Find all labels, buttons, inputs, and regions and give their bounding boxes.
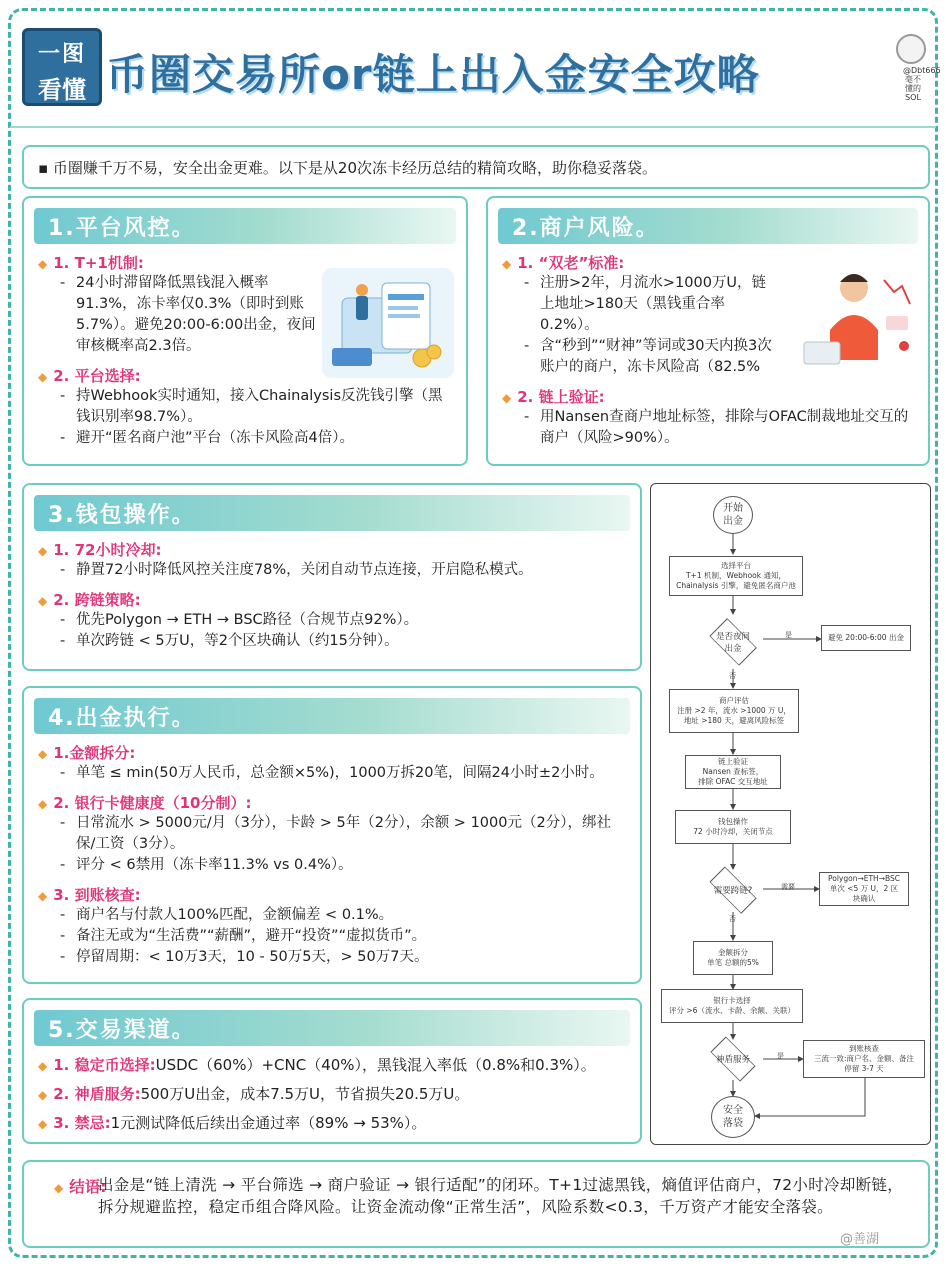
list-item: - 注册>2年，月流水>1000万U，链上地址>180天（黑钱重合率0.2%）。 — [524, 273, 780, 336]
channel-item: ◆ 1. 稳定币选择:USDC（60%）+CNC（40%），黑钱混入率低（0.8%和0.3%）。 — [38, 1056, 596, 1074]
list-item: - 单笔 ≤ min(50万人民币，总金额×5%)，1000万拆20笔，间隔24小时±2小时。 — [60, 763, 628, 784]
list-item: - 日常流水 > 5000元/月（3分），卡龄 > 5年（2分），余额 > 1000元（2分），绑社保/工资（3分）。 — [60, 813, 628, 855]
diamond-icon: ◆ — [502, 391, 512, 405]
flow-amount-split: 金额拆分 单笔 总额的5% — [693, 941, 773, 975]
section-platform-risk — [22, 196, 468, 466]
flow-start: 开始 出金 — [713, 496, 753, 534]
diamond-icon: ◆ — [38, 747, 48, 761]
diamond-icon: ◆ — [38, 370, 48, 384]
flow-label-yes: 是 — [785, 631, 792, 639]
diamond-icon: ◆ — [38, 594, 48, 608]
subheading: ◆ 1. T+1机制: — [38, 254, 144, 272]
conclusion-label: ◆ 结语: — [54, 1178, 107, 1196]
logo-line2: 看懂 — [38, 76, 86, 104]
conclusion-box — [22, 1160, 930, 1248]
flow-decision-crosschain: 需要跨链? — [701, 868, 765, 912]
section-title: 5.交易渠道。 — [34, 1010, 630, 1046]
subheading: ◆ 3. 到账核查: — [38, 886, 141, 904]
section-title: 2.商户风险。 — [498, 208, 918, 244]
logo-line1: 一图 — [37, 42, 86, 67]
flow-avoid-night: 避免 20:00-6:00 出金 — [821, 625, 911, 651]
diamond-icon: ◆ — [502, 257, 512, 271]
flow-label-no: 否 — [729, 915, 736, 923]
flowchart — [650, 483, 931, 1145]
list-item: - 停留周期：< 10万3天，10 - 50万5天，> 50万7天。 — [60, 947, 628, 968]
page-title: 币圈交易所or链上出入金安全攻略 — [106, 50, 760, 99]
list-item: - 用Nansen查商户地址标签，排除与OFAC制裁地址交互的商户（风险>90%）。 — [524, 407, 916, 449]
list-item: - 持Webhook实时通知，接入Chainalysis反洗钱引擎（黑钱识别率98.7%）。 — [60, 386, 454, 428]
flow-decision-shield: 神盾服务 — [703, 1037, 763, 1081]
section-channels — [22, 998, 642, 1144]
flow-chain-verify: 链上验证 Nansen 查标签， 排除 OFAC 交互地址 — [685, 755, 781, 789]
subheading: ◆ 1. 72小时冷却: — [38, 541, 162, 559]
list-item: - 静置72小时降低风控关注度78%，关闭自动节点连接，开启隐私模式。 — [60, 560, 628, 581]
subheading: ◆ 2. 跨链策略: — [38, 591, 141, 609]
subheading: ◆ 2. 平台选择: — [38, 367, 141, 385]
list-item: - 含“秒到”“财神”等词或30天内换3次账户的商户，冻卡风险高（82.5% — [524, 336, 780, 378]
section-wallet-ops — [22, 483, 642, 671]
flow-label-yes: 是 — [777, 1052, 784, 1060]
diamond-icon: ◆ — [38, 544, 48, 558]
flow-select-platform: 选择平台 T+1 机制，Webhook 通知， Chainalysis 引擎，避免匿名商户池 — [669, 556, 803, 596]
section-title: 3.钱包操作。 — [34, 495, 630, 531]
list-item: - 评分 < 6禁用（冻卡率11.3% vs 0.4%）。 — [60, 855, 628, 876]
logo-badge — [22, 28, 102, 106]
subheading: ◆ 2. 银行卡健康度（10分制）: — [38, 794, 252, 812]
channel-item: ◆ 2. 神盾服务:500万U出金，成本7.5万U，节省损失20.5万U。 — [38, 1085, 470, 1103]
channel-item: ◆ 3. 禁忌:1元测试降低后续出金通过率（89% → 53%）。 — [38, 1114, 427, 1132]
flow-merchant-eval: 商户评估 注册 >2 年，流水 >1000 万 U， 地址 >180 天，避离风险标签 — [669, 689, 799, 733]
section-merchant-risk — [486, 196, 930, 466]
diamond-icon: ◆ — [38, 257, 48, 271]
flow-label-need: 需要 — [781, 883, 795, 891]
subheading: ◆ 2. 链上验证: — [502, 388, 605, 406]
list-item: - 商户名与付款人100%匹配，金额偏差 < 0.1%。 — [60, 905, 628, 926]
subheading: ◆ 1.金额拆分: — [38, 744, 136, 762]
diamond-icon: ◆ — [38, 1059, 48, 1073]
list-item: - 24小时滞留降低黑钱混入概率91.3%，冻卡率仅0.3%（即时到账5.7%）。避免20:00-6:00出金，夜间审核概率高2.3倍。 — [60, 273, 316, 357]
list-item: - 单次跨链 < 5万U，等2个区块确认（约15分钟）。 — [60, 631, 628, 652]
section-withdrawal — [22, 686, 642, 984]
author-handle: @Dbt666 毫不懂的SOL — [903, 66, 941, 102]
intro-text: ▪ 币圈赚千万不易，安全出金更难。以下是从20次冻卡经历总结的精简攻略，助你稳妥落袋。 — [22, 145, 930, 189]
diamond-icon: ◆ — [38, 889, 48, 903]
flow-arrival-check: 到账核查 三流一致:商户名、金额、备注 停留 3-7 天 — [803, 1040, 925, 1078]
flow-crosschain-path: Polygon→ETH→BSC 单次 <5 万 U，2 区 块确认 — [819, 872, 909, 906]
list-item: - 优先Polygon → ETH → BSC路径（合规节点92%）。 — [60, 610, 628, 631]
flow-label-no: 否 — [729, 672, 736, 680]
diamond-icon: ◆ — [38, 1088, 48, 1102]
list-item: - 避开“匿名商户池”平台（冻卡风险高4倍）。 — [60, 428, 454, 449]
section-title: 4.出金执行。 — [34, 698, 630, 734]
flow-card-select: 银行卡选择 评分 >6（流水、卡龄、余额、关联） — [661, 989, 803, 1023]
watermark: @善湖 — [840, 1232, 880, 1247]
diamond-icon: ◆ — [38, 797, 48, 811]
flow-decision-night: 是否夜间 出金 — [703, 616, 763, 668]
diamond-icon: ◆ — [38, 1117, 48, 1131]
section-title: 1.平台风控。 — [34, 208, 456, 244]
conclusion-text: 出金是“链上清洗 → 平台筛选 → 商户验证 → 银行适配”的闭环。T+1过滤黑钱，熵值评估商户，72小时冷却断链，拆分规避监控，稳定币组合降风险。让资金流动像“正常生活”，风险系数<0.3，千万资产才能安全落袋。 — [98, 1176, 904, 1216]
header-divider — [10, 126, 936, 128]
list-item: - 备注无或为“生活费”“薪酬”，避开“投资”“虚拟货币”。 — [60, 926, 628, 947]
author-avatar-icon — [896, 34, 926, 64]
flow-wallet-ops: 钱包操作 72 小时冷却，关闭节点 — [675, 810, 791, 844]
flow-end: 安全 落袋 — [711, 1096, 755, 1138]
subheading: ◆ 1. “双老”标准: — [502, 254, 625, 272]
finance-illustration — [322, 268, 454, 378]
worried-person-illustration — [794, 260, 918, 372]
